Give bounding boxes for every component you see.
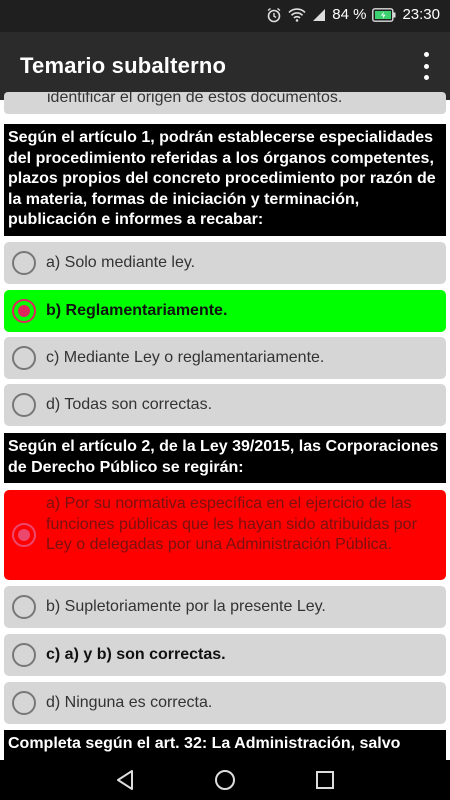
recents-icon[interactable] <box>314 768 336 797</box>
status-time: 23:30 <box>402 6 440 23</box>
question-1-text: Según el artículo 1, podrán establecerse especialidades del procedimiento referidas a los órganos competentes, plazos propios del concreto procedimiento por razón de la materia, formas de iniciación y terminación, publicación e informes a recabar: <box>4 124 446 236</box>
option-text: c) a) y b) son correctas. <box>46 646 226 663</box>
radio-checked-icon[interactable] <box>12 299 36 323</box>
alarm-icon <box>266 7 282 23</box>
option-q2-c-correct-answer[interactable] <box>4 634 446 676</box>
option-q1-c[interactable] <box>4 337 446 379</box>
question-list[interactable] <box>0 89 450 760</box>
radio-unchecked-icon[interactable] <box>12 643 36 667</box>
option-q1-b-correct[interactable] <box>4 290 446 332</box>
home-icon[interactable] <box>213 768 237 797</box>
battery-icon <box>372 8 396 22</box>
question-3-text: Completa según el art. 32: La Administración, salvo <box>4 730 446 770</box>
more-vert-icon[interactable] <box>416 52 436 80</box>
radio-unchecked-icon[interactable] <box>12 251 36 275</box>
signal-icon <box>312 8 326 22</box>
option-text: b) Supletoriamente por la presente Ley. <box>46 598 326 615</box>
status-bar-icons <box>266 6 440 23</box>
question-2-text: Según el artículo 2, de la Ley 39/2015, las Corporaciones de Derecho Público se regirán: <box>4 433 446 483</box>
battery-text: 84 % <box>332 6 367 23</box>
back-icon[interactable] <box>114 768 136 797</box>
option-text: c) Mediante Ley o reglamentariamente. <box>46 349 325 366</box>
radio-unchecked-icon[interactable] <box>12 346 36 370</box>
option-text: d) Todas son correctas. <box>46 396 213 413</box>
radio-unchecked-icon[interactable] <box>12 691 36 715</box>
option-text: a) Solo mediante ley. <box>46 254 196 271</box>
option-text: identificar el origen de estos documentos. <box>47 89 343 106</box>
status-bar <box>0 0 450 32</box>
radio-unchecked-icon[interactable] <box>12 595 36 619</box>
option-q2-a-wrong[interactable] <box>4 490 446 580</box>
option-q1-a[interactable] <box>4 242 446 284</box>
option-text: b) Reglamentariamente. <box>46 302 228 319</box>
app-title: Temario subalterno <box>20 53 227 78</box>
option-text: a) Por su normativa específica en el ejercicio de las funciones públicas que les hayan sido atribuidas por Ley o delegadas por una Administración Pública. <box>46 495 417 553</box>
option-q1-d[interactable] <box>4 384 446 426</box>
option-q2-d[interactable] <box>4 682 446 724</box>
navigation-bar <box>0 760 450 800</box>
option-text: d) Ninguna es correcta. <box>46 694 213 711</box>
option-partial[interactable] <box>4 89 446 114</box>
radio-checked-icon[interactable] <box>12 523 36 547</box>
radio-unchecked-icon[interactable] <box>12 393 36 417</box>
wifi-icon <box>288 8 306 22</box>
option-q2-b[interactable] <box>4 586 446 628</box>
